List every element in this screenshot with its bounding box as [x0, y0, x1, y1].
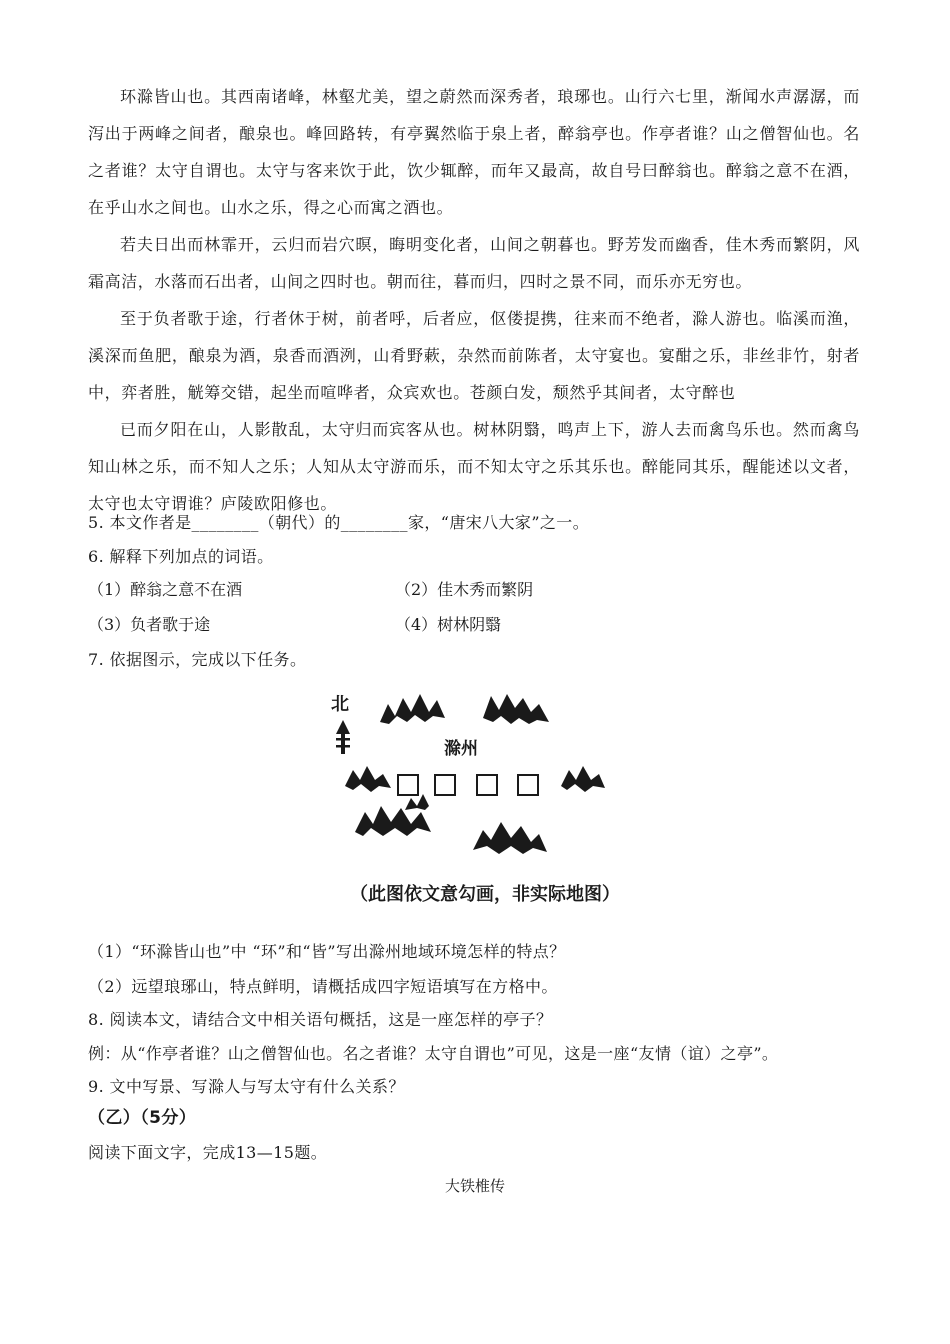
passage-paragraph-4: 已而夕阳在山，人影散乱，太守归而宾客从也。树林阴翳，鸣声上下，游人去而禽鸟乐也。然而禽鸟知山林之乐，而不知人之乐；人知从太守游而乐，而不知太守之乐其乐也。醉能同其乐，醒能述以文者，太守也太守谓谁？庐陵欧阳修也。 [88, 420, 860, 513]
question-7-part-2: （2）远望琅琊山，特点鲜明，请概括成四字短语填写在方格中。 [88, 977, 558, 996]
mountain-bottom-right-icon [473, 822, 547, 854]
arrow-bar-2 [336, 745, 350, 748]
classical-passage [88, 78, 860, 522]
city-label: 滁州 [444, 739, 478, 759]
section-b-heading: （乙）（5分） [88, 1108, 197, 1128]
mountain-top-right-icon [483, 694, 549, 724]
mountain-bottom-left-icon [355, 806, 431, 836]
mountain-left-icon [345, 766, 391, 792]
question-6-item-3: （3）负者歌于途 [88, 615, 211, 634]
article-title: 大铁椎传 [444, 1177, 505, 1195]
question-6-item-2: （2）佳木秀而繁阴 [395, 580, 534, 599]
answer-box-4[interactable] [517, 774, 539, 796]
question-8: 8. 阅读本文，请结合文中相关语句概括，这是一座怎样的亭子？ [88, 1010, 553, 1029]
north-label: 北 [331, 694, 349, 715]
section-b-instruction: 阅读下面文字，完成13—15题。 [88, 1143, 328, 1162]
figure-caption: （此图依文意勾画，非实际地图） [350, 884, 620, 905]
answer-box-2[interactable] [434, 774, 456, 796]
question-7-part-1: （1）“环滁皆山也”中 “环”和“皆”写出滁州地域环境怎样的特点？ [88, 942, 566, 961]
passage-paragraph-2: 若夫日出而林霏开，云归而岩穴暝，晦明变化者，山间之朝暮也。野芳发而幽香，佳木秀而繁阴，风霜高洁，水落而石出者，山间之四时也。朝而往，暮而归，四时之景不同，而乐亦无穷也。 [88, 235, 860, 291]
mountain-right-icon [561, 766, 605, 792]
question-9: 9. 文中写景、写滁人与写太守有什么关系？ [88, 1077, 405, 1096]
answer-box-3[interactable] [476, 774, 498, 796]
arrow-bar-1 [336, 738, 350, 741]
question-6-item-4: （4）树林阴翳 [395, 615, 502, 634]
answer-box-1[interactable] [397, 774, 419, 796]
question-6-item-1: （1）醉翁之意不在酒 [88, 580, 243, 599]
map-figure [325, 682, 645, 912]
question-5: 5. 本文作者是________（朝代）的________家，“唐宋八大家”之一。 [88, 513, 590, 532]
mountain-top-left-icon [380, 694, 445, 724]
question-7: 7. 依据图示，完成以下任务。 [88, 650, 307, 669]
mountain-bottom-mid-icon [405, 794, 429, 810]
passage-paragraph-1: 环滁皆山也。其西南诸峰，林壑尤美，望之蔚然而深秀者，琅琊也。山行六七里，渐闻水声潺潺，而泻出于两峰之间者，酿泉也。峰回路转，有亭翼然临于泉上者，醉翁亭也。作亭者谁？山之僧智仙也。名之者谁？太守自谓也。太守与客来饮于此，饮少辄醉，而年又最高，故自号曰醉翁也。醉翁之意不在酒，在乎山水之间也。山水之乐，得之心而寓之酒也。 [88, 87, 860, 217]
north-arrow-icon [336, 720, 350, 754]
question-8-example: 例：从“作亭者谁？山之僧智仙也。名之者谁？太守自谓也”可见，这是一座“友情（谊）之亭”。 [88, 1044, 779, 1063]
question-6: 6. 解释下列加点的词语。 [88, 547, 274, 566]
passage-paragraph-3: 至于负者歌于途，行者休于树，前者呼，后者应，伛偻提携，往来而不绝者，滁人游也。临溪而渔，溪深而鱼肥，酿泉为酒，泉香而酒洌，山肴野蔌，杂然而前陈者，太守宴也。宴酣之乐，非丝非竹，射者中，弈者胜，觥筹交错，起坐而喧哗者，众宾欢也。苍颜白发，颓然乎其间者，太守醉也 [88, 309, 860, 402]
